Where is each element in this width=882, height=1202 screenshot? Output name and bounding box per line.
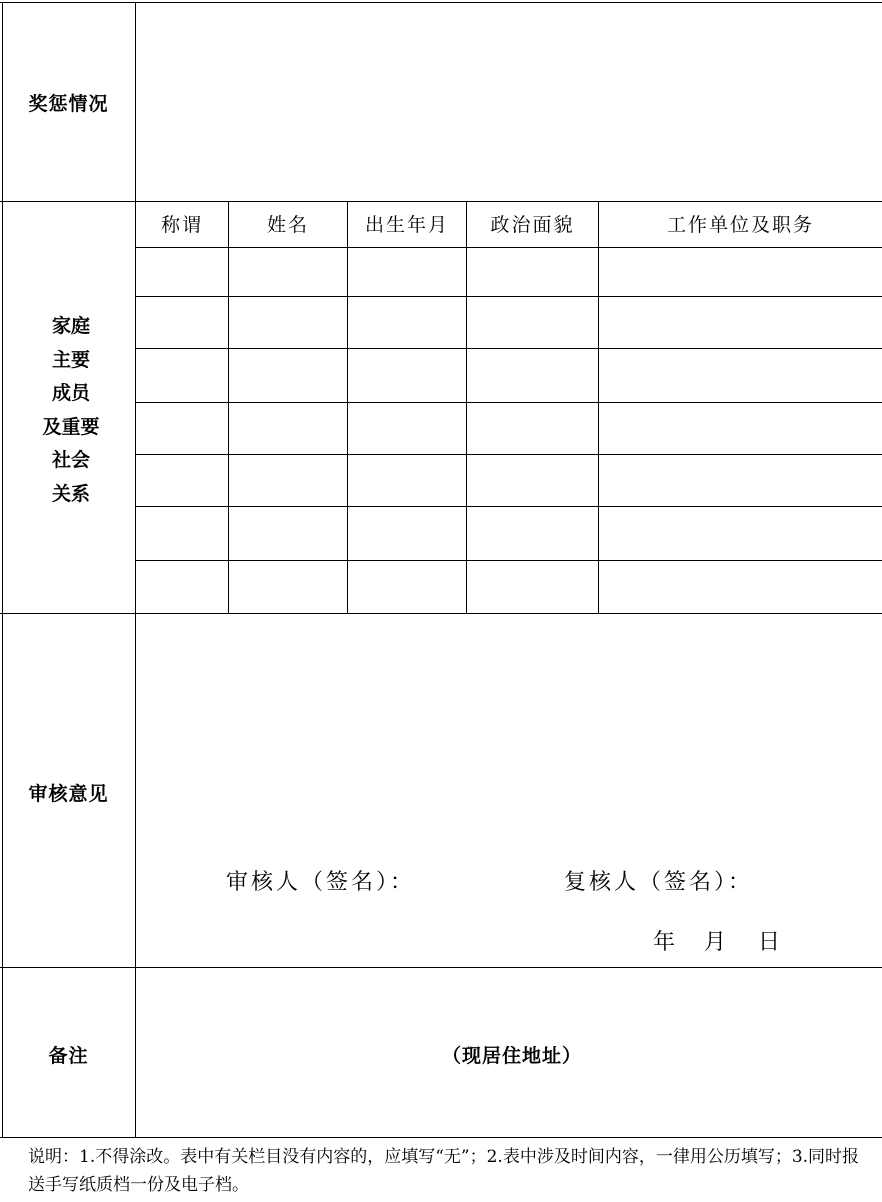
rule-left (2, 2, 3, 1138)
rule-col-4 (466, 201, 467, 614)
rule-row-5 (135, 506, 882, 507)
footnote: 说明：1.不得涂改。表中有关栏目没有内容的，应填写“无”；2.表中涉及时间内容，一律用公历填写；3.同时报送手写纸质档一份及电子档。 (28, 1147, 860, 1195)
rule-bottom (0, 1137, 882, 1138)
family-label-line: 关系 (51, 482, 90, 505)
reviewer-signature: 审核人（签名）： (226, 870, 416, 895)
rewards-content-area[interactable] (136, 3, 882, 201)
rule-row-6 (135, 560, 882, 561)
rule-after-rewards (0, 201, 882, 202)
rule-row-4 (135, 454, 882, 455)
rewards-label: 奖惩情况 (28, 93, 109, 115)
rule-header-bottom (135, 247, 882, 248)
remarks-label: 备注 (48, 1045, 89, 1067)
header-name: 姓名 (266, 214, 309, 236)
header-birth: 出生年月 (364, 214, 449, 236)
rule-after-review (0, 967, 882, 968)
family-relations-label (36, 310, 106, 511)
family-label-line: 及重要 (42, 415, 100, 438)
rule-row-3 (135, 402, 882, 403)
review-content-area[interactable] (136, 614, 882, 854)
rule-col-5 (598, 201, 599, 614)
family-label-line: 社会 (51, 449, 90, 471)
date-day: 日 (758, 930, 784, 955)
review-label: 审核意见 (28, 783, 109, 805)
header-work-unit: 工作单位及职务 (666, 214, 814, 236)
rule-col-3 (347, 201, 348, 614)
rule-col-2 (228, 201, 229, 614)
rechecker-signature: 复核人（签名）： (564, 870, 754, 895)
header-relation: 称谓 (160, 214, 203, 236)
date-year: 年 (653, 930, 679, 955)
family-label-line: 家庭 (51, 315, 90, 337)
residential-address-prompt[interactable]: （现居住地址） (441, 1045, 582, 1067)
rule-row-2 (135, 348, 882, 349)
header-political-status: 政治面貌 (490, 214, 575, 236)
rule-row-1 (135, 296, 882, 297)
family-label-line: 成员 (51, 382, 90, 404)
date-month: 月 (704, 930, 730, 955)
family-label-line: 主要 (51, 348, 90, 371)
